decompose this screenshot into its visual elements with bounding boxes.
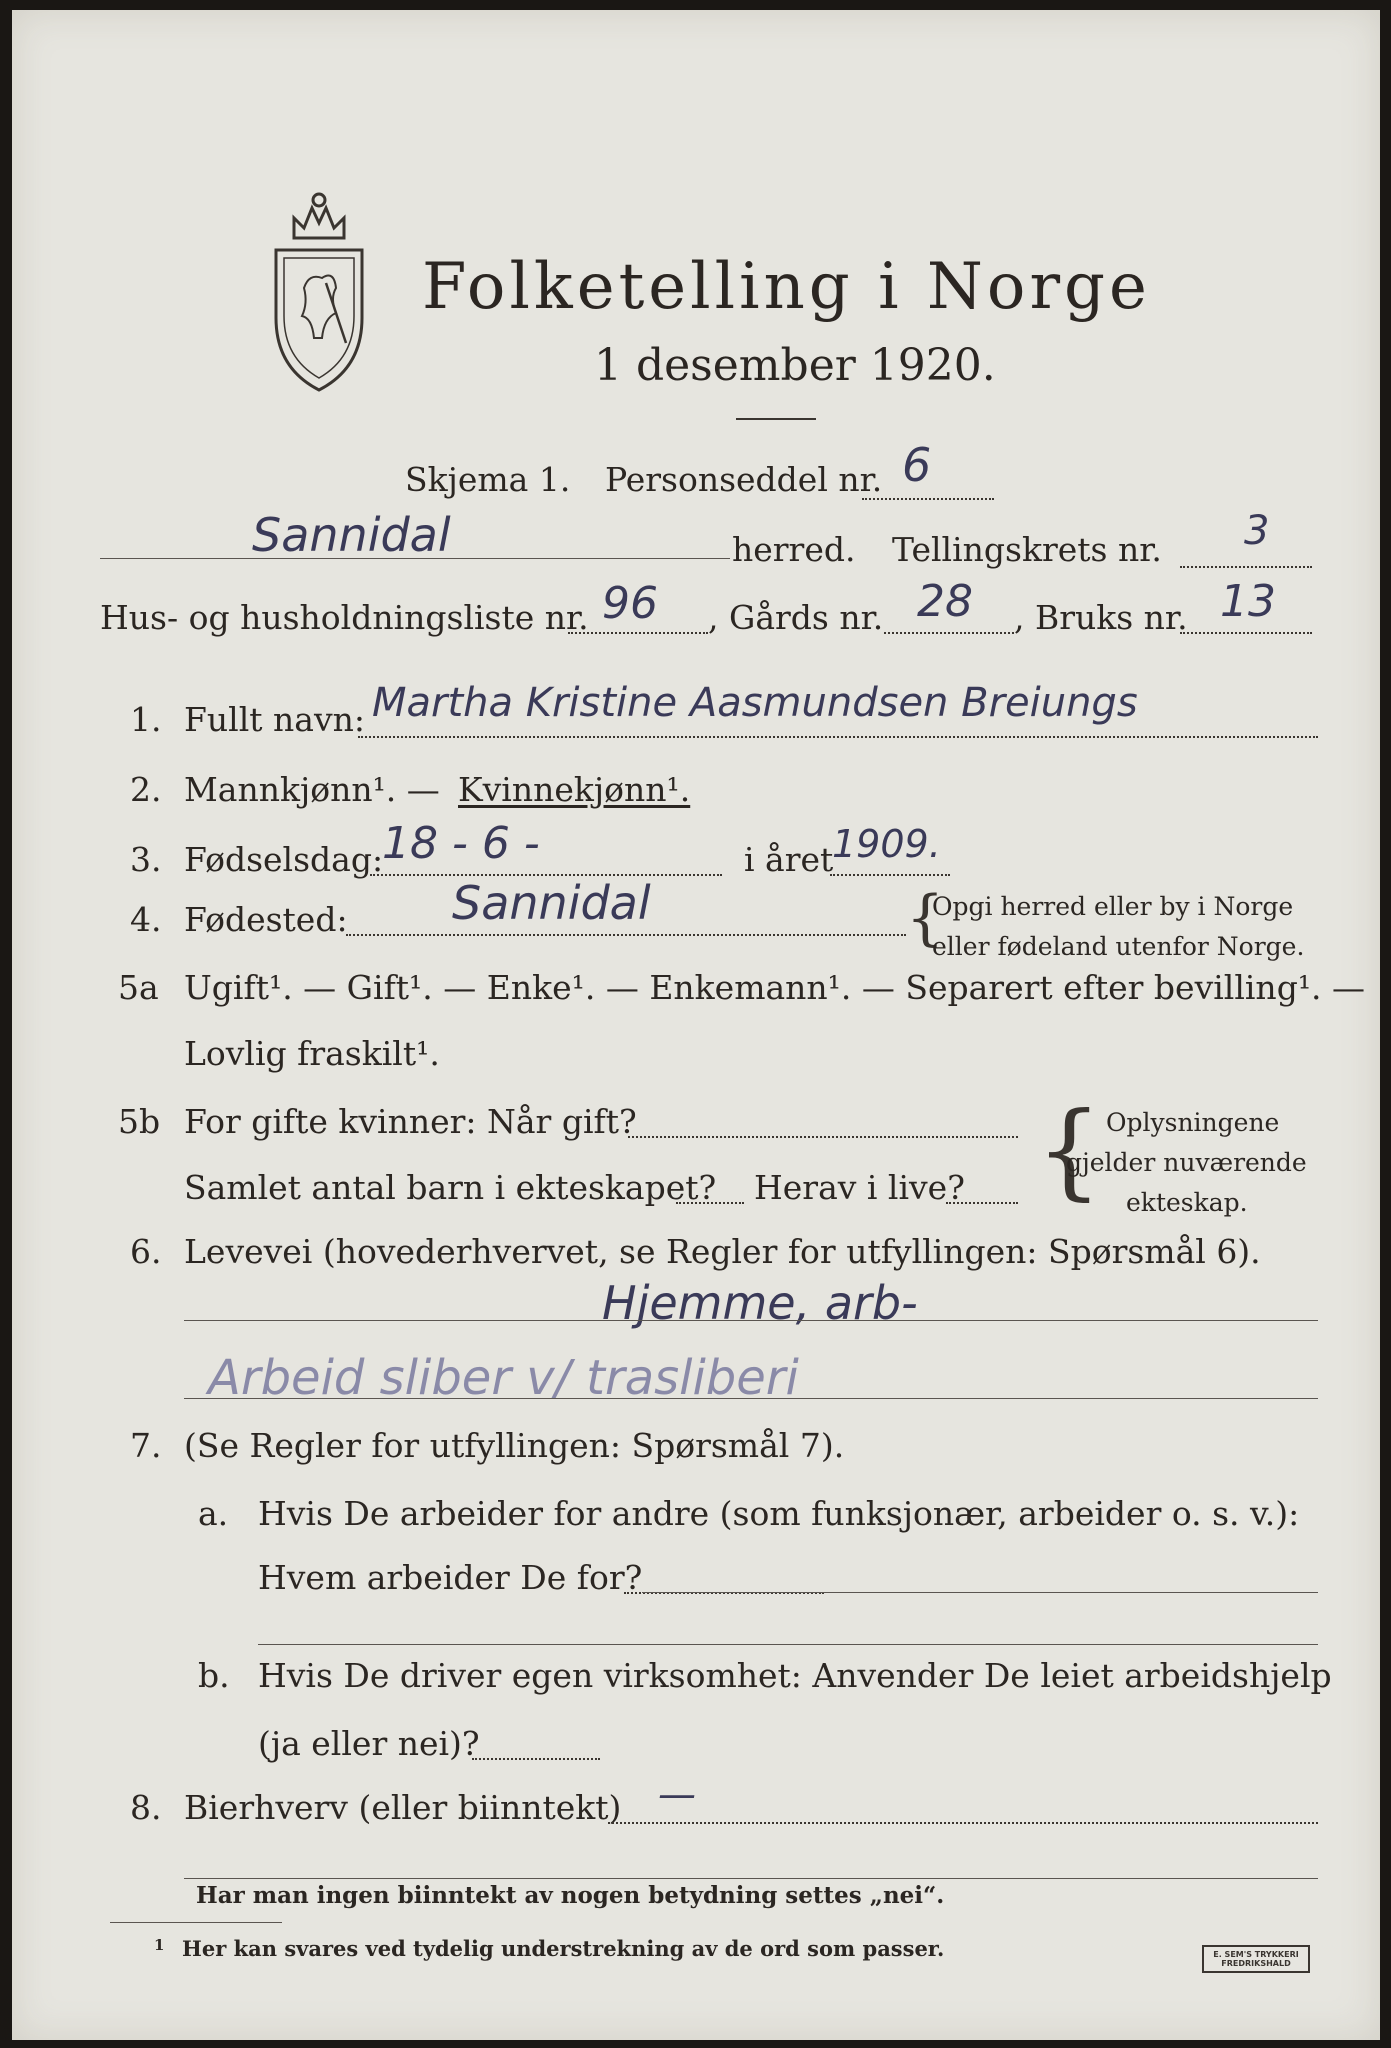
q5b-note-line3: ekteskap. [1126,1188,1248,1217]
q6-label: Levevei (hovederhvervet, se Regler for utfyllingen: Spørsmål 6). [184,1232,1261,1271]
q3-year-value: 1909. [832,822,941,866]
footnote-divider [110,1922,282,1923]
personseddel-label: Personseddel nr. [605,460,883,499]
q7b-question: Hvis De driver egen virksomhet: Anvender De leiet arbeidshjelp [258,1656,1332,1695]
bruks-label: , Bruks nr. [1014,598,1188,637]
q3-year-line [830,874,950,876]
q2-male-option: Mannkjønn¹. — [184,770,440,809]
q3-birthday-value: 18 - 6 - [382,818,540,869]
q4-line [346,934,906,936]
footnote-mark: 1 [154,1936,165,1954]
gards-label: , Gårds nr. [708,598,884,637]
q2-number: 2. [130,770,162,809]
q4-label: Fødested: [184,900,348,939]
q5b-brace: { [1036,1089,1103,1211]
q6-value-line1: Hjemme, arb- [602,1276,918,1330]
q5b-alive-label: Herav i live? [754,1168,965,1207]
q4-number: 4. [130,900,162,939]
q8-line [608,1822,1318,1824]
hus-line [568,632,708,634]
q8-value: — [658,1772,696,1816]
q6-line1 [184,1320,1318,1321]
q5b-married-when-line [628,1136,1018,1138]
q4-note-line1: Opgi herred eller by i Norge [932,892,1294,921]
q7-number: 7. [130,1426,162,1465]
q4-birthplace-value: Sannidal [452,876,651,930]
q5b-note-line1: Oplysningene [1106,1108,1280,1137]
title-divider [736,418,816,420]
footnote-text: Her kan svares ved tydelig understrekning av de ord som passer. [182,1936,945,1961]
q8-extra-line [184,1878,1318,1879]
schema-label: Skjema 1. [405,460,571,499]
q1-line [358,736,1318,738]
hus-value: 96 [602,578,658,629]
q5b-children-line [676,1202,744,1204]
bruks-value: 13 [1220,576,1276,627]
q5b-number: 5b [118,1102,161,1141]
q7b-yes-no-line [472,1758,600,1760]
q1-number: 1. [130,700,162,739]
q3-number: 3. [130,840,162,879]
gards-line [884,632,1014,634]
q2-female-option-underlined: Kvinnekjønn¹. [458,770,691,809]
q7a-extra-line [258,1644,1318,1645]
q4-brace: { [906,883,945,953]
tellingskrets-label: Tellingskrets nr. [892,530,1162,569]
q6-line2 [184,1398,1318,1399]
census-date: 1 desember 1920. [594,340,996,391]
gards-value: 28 [917,576,973,627]
q7a-employer-line [642,1592,1318,1593]
q7a-question: Hvis De arbeider for andre (som funksjonær, arbeider o. s. v.): [258,1494,1300,1533]
hus-label: Hus- og husholdningsliste nr. [100,598,589,637]
q6-value-line2: Arbeid sliber v/ trasliberi [208,1350,799,1406]
census-form-sheet [12,10,1380,2040]
form-title: Folketelling i Norge [422,250,1151,324]
q3-label: Fødselsdag: [184,840,384,879]
herred-value: Sannidal [252,508,451,562]
q3-year-label: i året [744,840,834,879]
q8-label: Bierhverv (eller biinntekt) [184,1788,622,1827]
q1-label: Fullt navn: [184,700,365,739]
tellingskrets-value: 3 [1244,508,1270,554]
q7b-number: b. [198,1656,230,1695]
tellingskrets-line [1180,566,1312,568]
q5a-number: 5a [118,968,159,1007]
q7a-employer-label: Hvem arbeider De for? [258,1558,643,1597]
q5b-alive-line [946,1202,1018,1204]
q5b-note-line2: gjelder nuværende [1066,1148,1307,1177]
q5b-children-label: Samlet antal barn i ekteskapet? [184,1168,717,1207]
q7a-number: a. [198,1494,229,1533]
printer-stamp: E. SEM'S TRYKKERI FREDRIKSHALD [1202,1945,1310,1973]
q5a-options-line2: Lovlig fraskilt¹. [184,1034,440,1073]
q7-label: (Se Regler for utfyllingen: Spørsmål 7). [184,1426,845,1465]
bruks-line [1180,632,1312,634]
q6-number: 6. [130,1232,162,1271]
q8-number: 8. [130,1788,162,1827]
q5b-married-when-label: For gifte kvinner: Når gift? [184,1102,637,1141]
q7b-yes-no-label: (ja eller nei)? [258,1724,480,1763]
norway-coat-of-arms-icon [264,178,374,398]
herred-label: herred. [732,530,856,569]
personseddel-value: 6 [902,438,932,492]
q4-note-line2: eller fødeland utenfor Norge. [932,932,1305,961]
no-income-note: Har man ingen biinntekt av nogen betydning settes „nei“. [196,1882,945,1909]
personseddel-line [862,498,994,500]
q5a-options-line1: Ugift¹. — Gift¹. — Enke¹. — Enkemann¹. — Separert efter bevilling¹. — [184,968,1366,1007]
q1-full-name-value: Martha Kristine Aasmundsen Breiungs [372,680,1138,726]
